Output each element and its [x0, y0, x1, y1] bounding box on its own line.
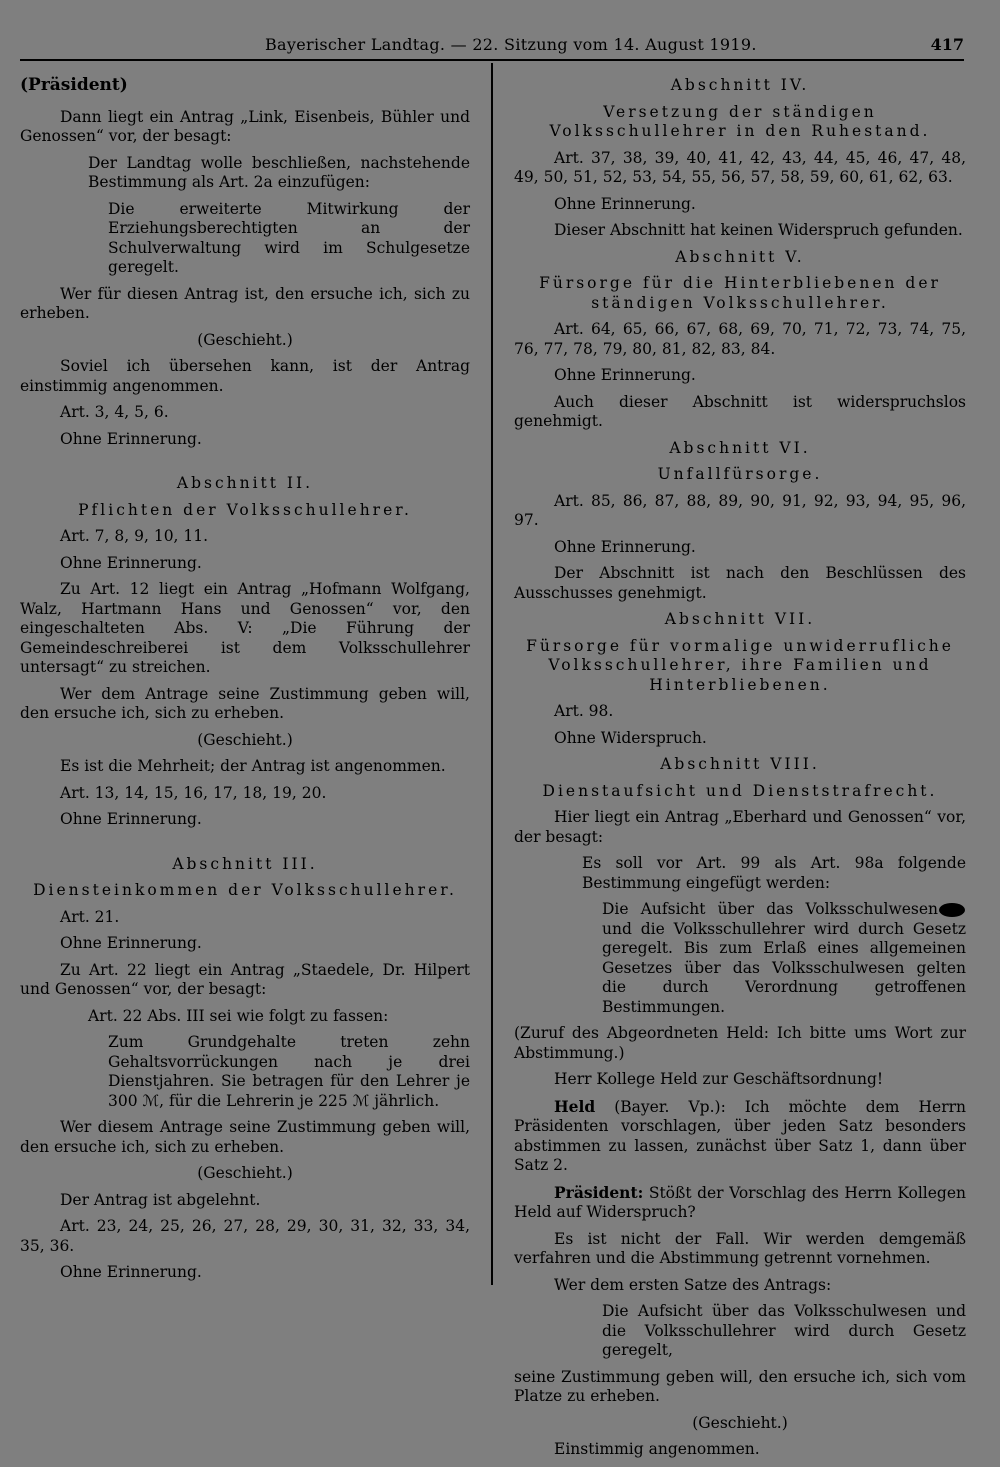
stage-direction: (Geschieht.): [692, 1413, 788, 1432]
paragraph: Wer dem Antrage seine Zustimmung geben will, den ersuche ich, sich zu erheben.: [20, 684, 470, 722]
section-subtitle: Diensteinkommen der Volksschullehrer.: [33, 881, 457, 899]
speaker-name: Held: [554, 1096, 596, 1116]
paragraph: Ohne Widerspruch.: [554, 728, 707, 747]
paragraph: Soviel ich übersehen kann, ist der Antrag einstimmig angenommen.: [20, 357, 470, 395]
paragraph: Ohne Erinnerung.: [60, 934, 202, 952]
provision-text: Die Aufsicht über das Volksschulwesen: [602, 900, 938, 918]
paragraph: Der Antrag ist abgelehnt.: [60, 1190, 261, 1209]
paragraph: Der Abschnitt ist nach den Beschlüssen des Ausschusses genehmigt.: [514, 564, 966, 602]
section-subtitle: Unfallfürsorge.: [657, 465, 823, 483]
paragraph: Wer für diesen Antrag ist, den ersuche ich, sich zu erheben.: [20, 284, 470, 322]
page-header: [20, 35, 964, 61]
article-list: Art. 3, 4, 5, 6.: [60, 403, 169, 421]
paragraph: Ohne Erinnerung.: [60, 1263, 202, 1281]
speech-text: Stößt der Vorschlag des Herrn Kollegen Held auf Widerspruch?: [514, 1183, 966, 1221]
quoted-provision: Zum Grundgehalte treten zehn Gehaltsvorrückungen nach je drei Dienstjahren. Sie betragen für den Lehrer je 300 ℳ, für die Lehrerin je 225 ℳ jährlich.: [108, 1033, 470, 1110]
section-subtitle: Versetzung der ständigen Volksschullehrer in den Ruhestand.: [549, 102, 931, 140]
paragraph: Ohne Erinnerung.: [60, 429, 202, 448]
section-subtitle: Dienstaufsicht und Dienststrafrecht.: [542, 781, 938, 800]
stage-direction: (Geschieht.): [197, 730, 293, 749]
article-list: Art. 13, 14, 15, 16, 17, 18, 19, 20.: [60, 783, 327, 802]
speaker-name: Präsident:: [554, 1182, 644, 1202]
quoted-provision: Die erweiterte Mitwirkung der Erziehungsberechtigten an der Schulverwaltung wird im Schulgesetze geregelt.: [108, 199, 470, 276]
section-title: Abschnitt VIII.: [660, 755, 820, 773]
section-subtitle: Fürsorge für die Hinterbliebenen der ständigen Volksschullehrer.: [539, 274, 941, 312]
stage-direction: (Geschieht.): [197, 1164, 293, 1182]
speech-text: (Bayer. Vp.): Ich möchte dem Herrn Präsidenten vorschlagen, über jeden Satz besonders abstimmen zu lassen, zunächst über Satz 1, dann über Satz 2.: [514, 1097, 966, 1174]
article-list: Art. 64, 65, 66, 67, 68, 69, 70, 71, 72, 73, 74, 75, 76, 77, 78, 79, 80, 81, 82, 83, 84.: [514, 320, 966, 358]
paragraph: Es ist nicht der Fall. Wir werden demgemäß verfahren und die Abstimmung getrennt vornehmen.: [514, 1229, 966, 1267]
section-title: Abschnitt V.: [675, 247, 805, 266]
section-title: Abschnitt III.: [172, 854, 318, 873]
paragraph: Ohne Erinnerung.: [60, 810, 202, 828]
ink-blot: [939, 903, 965, 917]
article-list: Art. 7, 8, 9, 10, 11.: [60, 527, 209, 545]
section-title: Abschnitt II.: [176, 474, 314, 492]
quoted-provision: Die Aufsicht über das Volksschulwesen und die Volksschullehrer wird durch Gesetz geregelt,: [602, 1302, 966, 1359]
page-number: 417: [930, 35, 964, 54]
section-subtitle: Pflichten der Volksschullehrer.: [78, 500, 412, 519]
paragraph: Hier liegt ein Antrag „Eberhard und Genossen“ vor, der besagt:: [514, 808, 966, 846]
stage-direction: (Geschieht.): [197, 330, 293, 349]
quoted-provision: [602, 900, 966, 1017]
article-list: Art. 23, 24, 25, 26, 27, 28, 29, 30, 31, 32, 33, 34, 35, 36.: [20, 1217, 470, 1255]
article-list: Art. 85, 86, 87, 88, 89, 90, 91, 92, 93, 94, 95, 96, 97.: [514, 491, 966, 529]
paragraph: Ohne Erinnerung.: [554, 194, 696, 213]
quoted-motion: Art. 22 Abs. III sei wie folgt zu fassen:: [88, 1006, 389, 1025]
paragraph: Ohne Erinnerung.: [554, 537, 696, 556]
section-subtitle: Fürsorge für vormalige unwiderrufliche Volksschullehrer, ihre Familien und Hinterbliebenen.: [526, 636, 954, 694]
interjection: (Zuruf des Abgeordneten Held: Ich bitte ums Wort zur Abstimmung.): [514, 1024, 966, 1062]
section-title: Abschnitt VI.: [669, 438, 811, 457]
provision-text: und die Volksschullehrer wird durch Gesetz geregelt. Bis zum Erlaß eines allgemeinen Gesetzes über das Volksschulwesen gelten die durch Verordnung getroffenen Bestimmungen.: [602, 919, 966, 1016]
paragraph: Einstimmig angenommen.: [554, 1440, 760, 1458]
article-list: Art. 21.: [60, 907, 120, 926]
quoted-motion: Der Landtag wolle beschließen, nachstehende Bestimmung als Art. 2a einzufügen:: [88, 153, 470, 191]
paragraph: Es ist die Mehrheit; der Antrag ist angenommen.: [60, 757, 446, 775]
speech-held: [514, 1097, 966, 1176]
paragraph: Herr Kollege Held zur Geschäftsordnung!: [554, 1070, 884, 1088]
paragraph: Ohne Erinnerung.: [554, 366, 696, 384]
left-column: [20, 76, 470, 1290]
paragraph: Dieser Abschnitt hat keinen Widerspruch gefunden.: [554, 221, 963, 239]
paragraph: Zu Art. 12 liegt ein Antrag „Hofmann Wolfgang, Walz, Hartmann Hans und Genossen“ vor, den eingeschalteten Abs. V: „Die Führung der Gemeindeschreiberei ist dem Volksschullehrer untersagt“ zu streichen.: [20, 580, 470, 676]
paragraph: Zu Art. 22 liegt ein Antrag „Staedele, Dr. Hilpert und Genossen“ vor, der besagt:: [20, 960, 470, 998]
speaker-heading: (Präsident): [20, 75, 128, 95]
section-title: Abschnitt VII.: [664, 610, 816, 628]
quoted-motion: Es soll vor Art. 99 als Art. 98a folgende Bestimmung eingefügt werden:: [582, 854, 966, 892]
paragraph: Wer diesem Antrage seine Zustimmung geben will, den ersuche ich, sich zu erheben.: [20, 1118, 470, 1156]
running-head: Bayerischer Landtag. — 22. Sitzung vom 14. August 1919.: [265, 35, 757, 54]
paragraph: Auch dieser Abschnitt ist widerspruchslos genehmigt.: [514, 392, 966, 430]
paragraph: seine Zustimmung geben will, den ersuche ich, sich vom Platze zu erheben.: [514, 1367, 966, 1405]
column-divider: [491, 63, 493, 1285]
article-list: Art. 98.: [554, 702, 614, 720]
paragraph: Dann liegt ein Antrag „Link, Eisenbeis, Bühler und Genossen“ vor, der besagt:: [20, 107, 470, 145]
section-title: Abschnitt IV.: [670, 76, 810, 94]
speech-president: [514, 1183, 966, 1223]
paragraph: Wer dem ersten Satze des Antrags:: [554, 1275, 832, 1294]
article-list: Art. 37, 38, 39, 40, 41, 42, 43, 44, 45, 46, 47, 48, 49, 50, 51, 52, 53, 54, 55, 56, 57, 58, 59, 60, 61, 62, 63.: [514, 148, 966, 186]
paragraph: Ohne Erinnerung.: [60, 553, 202, 572]
right-column: [514, 76, 966, 1467]
